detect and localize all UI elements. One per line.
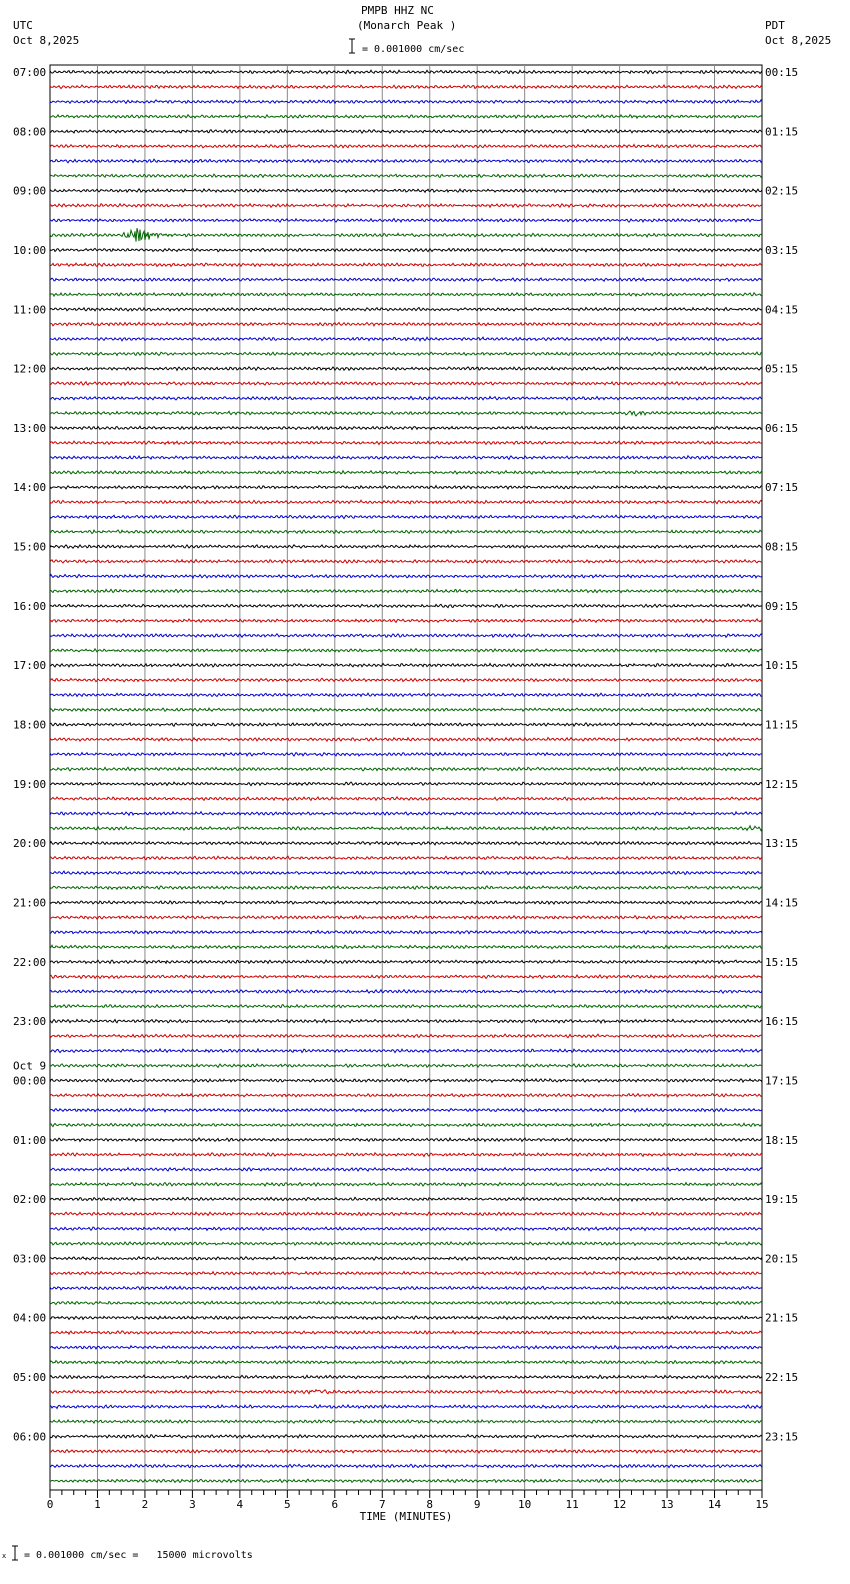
- seismic-trace: [50, 1138, 762, 1142]
- left-hour-label: 00:00: [13, 1074, 47, 1088]
- seismic-trace: [50, 1272, 762, 1275]
- seismic-trace: [50, 1049, 762, 1053]
- right-hour-label: 08:15: [765, 540, 799, 554]
- seismic-trace: [50, 219, 762, 223]
- x-tick-label: 0: [46, 1498, 54, 1511]
- seismic-trace: [50, 812, 762, 816]
- seismic-trace: [50, 322, 762, 326]
- seismic-trace: [50, 159, 762, 163]
- seismic-trace: [50, 308, 762, 311]
- seismic-trace: [50, 189, 762, 193]
- left-hour-label: 21:00: [13, 896, 47, 910]
- left-hour-label: 20:00: [13, 837, 47, 851]
- left-hour-label: 09:00: [13, 184, 47, 198]
- seismic-trace: [50, 1301, 762, 1304]
- left-hour-label: 22:00: [13, 955, 47, 969]
- seismic-trace: [50, 130, 762, 134]
- x-tick-label: 11: [565, 1498, 579, 1511]
- x-tick-label: 6: [331, 1498, 339, 1511]
- seismic-trace: [50, 530, 762, 534]
- x-tick-label: 1: [94, 1498, 101, 1511]
- seismic-trace: [50, 1420, 762, 1423]
- seismic-trace: [50, 396, 762, 400]
- seismic-trace: [50, 115, 762, 119]
- seismic-trace: [50, 411, 762, 416]
- x-tick-label: 13: [660, 1498, 674, 1511]
- right-hour-label: 11:15: [765, 718, 799, 732]
- seismic-trace: [50, 1108, 762, 1111]
- right-hour-label: 04:15: [765, 303, 799, 317]
- seismic-trace: [50, 500, 762, 504]
- seismic-trace: [50, 382, 762, 385]
- seismic-trace: [50, 693, 762, 697]
- x-tick-label: 5: [284, 1498, 291, 1511]
- right-hour-label: 23:15: [765, 1430, 799, 1444]
- seismic-trace: [50, 352, 762, 355]
- seismic-trace: [50, 826, 762, 831]
- seismic-trace: [50, 560, 762, 564]
- seismic-trace: [50, 1257, 762, 1260]
- seismic-trace: [50, 70, 762, 74]
- x-tick-label: 15: [755, 1498, 769, 1511]
- right-hour-label: 05:15: [765, 362, 799, 376]
- left-hour-label: 11:00: [13, 303, 47, 317]
- seismic-trace: [50, 960, 762, 964]
- seismic-trace: [50, 634, 762, 638]
- seismic-trace: [50, 1242, 762, 1246]
- right-hour-label: 22:15: [765, 1371, 799, 1385]
- right-hour-label: 14:15: [765, 896, 799, 910]
- seismic-trace: [50, 1286, 762, 1290]
- seismic-trace: [50, 515, 762, 518]
- seismic-trace: [50, 263, 762, 266]
- right-hour-label: 07:15: [765, 481, 799, 495]
- left-hour-label: 15:00: [13, 540, 47, 554]
- seismic-trace: [50, 174, 762, 177]
- svg-text:x: x: [2, 1552, 7, 1560]
- seismic-trace: [50, 723, 762, 726]
- right-hour-label: 13:15: [765, 837, 799, 851]
- seismic-trace: [50, 1346, 762, 1350]
- x-tick-label: 3: [189, 1498, 196, 1511]
- seismic-trace: [50, 1375, 762, 1379]
- scale-label: = 0.001000 cm/sec: [362, 44, 465, 55]
- seismic-trace: [50, 1361, 762, 1364]
- seismic-trace: [50, 678, 762, 682]
- right-hour-label: 09:15: [765, 599, 799, 613]
- seismic-trace: [50, 248, 762, 251]
- left-hour-label: 23:00: [13, 1015, 47, 1029]
- seismic-trace: [50, 1019, 762, 1023]
- seismic-trace: [50, 1390, 762, 1394]
- seismic-trace: [50, 871, 762, 874]
- left-hour-label: 07:00: [13, 66, 47, 79]
- right-hour-label: 20:15: [765, 1252, 799, 1266]
- seismic-trace: [50, 1464, 762, 1467]
- seismic-trace: [50, 945, 762, 948]
- right-hour-label: 01:15: [765, 125, 799, 139]
- seismic-trace: [50, 1123, 762, 1126]
- seismic-trace: [50, 1064, 762, 1068]
- right-hour-label: 02:15: [765, 184, 799, 198]
- right-hour-label: 21:15: [765, 1311, 799, 1325]
- seismic-trace: [50, 1479, 762, 1482]
- x-tick-label: 10: [518, 1498, 532, 1511]
- seismic-trace: [50, 426, 762, 429]
- seismic-trace: [50, 1227, 762, 1230]
- left-hour-label: 19:00: [13, 777, 47, 791]
- seismic-trace: [50, 1316, 762, 1320]
- seismic-trace: [50, 471, 762, 475]
- right-date: Oct 8,2025: [765, 34, 832, 47]
- seismic-trace: [50, 204, 762, 208]
- seismic-trace: [50, 1005, 762, 1008]
- seismic-trace: [50, 1183, 762, 1187]
- seismic-trace: [50, 441, 762, 445]
- seismic-trace: [50, 228, 762, 241]
- seismic-trace: [50, 1212, 762, 1215]
- seismic-trace: [50, 486, 762, 489]
- left-hour-label: 05:00: [13, 1371, 47, 1385]
- left-time-zone: UTC: [13, 19, 33, 32]
- seismic-trace: [50, 619, 762, 623]
- seismic-trace: [50, 782, 762, 786]
- seismic-trace: [50, 916, 762, 919]
- left-date: Oct 8,2025: [13, 34, 80, 47]
- x-tick-label: 12: [612, 1498, 627, 1511]
- seismic-trace: [50, 1079, 762, 1082]
- x-tick-label: 7: [378, 1498, 386, 1511]
- seismic-trace: [50, 649, 762, 652]
- seismic-trace: [50, 930, 762, 934]
- seismic-trace: [50, 886, 762, 890]
- seismic-trace: [50, 901, 762, 904]
- seismic-trace: [50, 1331, 762, 1334]
- right-hour-label: 06:15: [765, 421, 799, 435]
- x-tick-label: 9: [473, 1498, 481, 1511]
- date-change-label: Oct 9: [13, 1059, 47, 1073]
- seismic-trace: [50, 456, 762, 460]
- right-hour-label: 03:15: [765, 243, 799, 257]
- right-hour-label: 17:15: [765, 1074, 799, 1088]
- seismic-trace: [50, 738, 762, 742]
- left-hour-label: 12:00: [13, 362, 47, 376]
- seismic-trace: [50, 85, 762, 89]
- right-hour-label: 12:15: [765, 777, 799, 791]
- seismic-trace: [50, 1094, 762, 1097]
- seismic-trace: [50, 545, 762, 548]
- left-hour-label: 04:00: [13, 1311, 47, 1325]
- seismic-trace: [50, 797, 762, 800]
- footer-scale-note: = 0.001000 cm/sec = 15000 microvolts: [24, 1550, 253, 1561]
- seismic-trace: [50, 604, 762, 608]
- x-tick-label: 4: [236, 1498, 244, 1511]
- seismic-trace: [50, 663, 762, 667]
- right-hour-label: 10:15: [765, 659, 799, 673]
- left-hour-label: 18:00: [13, 718, 47, 732]
- right-hour-label: 19:15: [765, 1193, 799, 1207]
- seismic-trace: [50, 144, 762, 147]
- seismic-trace: [50, 1197, 762, 1200]
- seismic-trace: [50, 278, 762, 281]
- seismic-trace: [50, 367, 762, 371]
- seismic-trace: [50, 767, 762, 771]
- right-hour-label: 15:15: [765, 955, 799, 969]
- left-hour-label: 14:00: [13, 481, 47, 495]
- left-hour-label: 10:00: [13, 243, 47, 257]
- seismic-trace: [50, 1449, 762, 1452]
- seismic-trace: [50, 841, 762, 845]
- seismic-trace: [50, 1153, 762, 1157]
- right-hour-label: 16:15: [765, 1015, 799, 1029]
- x-tick-label: 14: [707, 1498, 722, 1511]
- right-hour-label: 00:15: [765, 66, 799, 79]
- seismic-trace: [50, 293, 762, 296]
- seismic-trace: [50, 856, 762, 860]
- left-hour-label: 08:00: [13, 125, 47, 139]
- x-tick-label: 8: [426, 1498, 434, 1511]
- right-hour-label: 18:15: [765, 1133, 799, 1147]
- footer-scale-bar-icon: [2, 1545, 20, 1561]
- seismic-trace: [50, 589, 762, 592]
- seismic-trace: [50, 100, 762, 104]
- station-location: (Monarch Peak ): [357, 19, 457, 32]
- seismic-trace: [50, 975, 762, 979]
- left-hour-label: 13:00: [13, 421, 47, 435]
- left-hour-label: 06:00: [13, 1430, 47, 1444]
- left-hour-label: 03:00: [13, 1252, 47, 1266]
- seismic-trace: [50, 574, 762, 578]
- seismic-trace: [50, 1435, 762, 1439]
- left-hour-label: 16:00: [13, 599, 47, 613]
- station-title: PMPB HHZ NC: [361, 4, 434, 17]
- seismic-trace: [50, 337, 762, 341]
- seismic-trace: [50, 990, 762, 994]
- x-tick-label: 2: [141, 1498, 149, 1511]
- x-axis-label: TIME (MINUTES): [359, 1510, 453, 1523]
- left-hour-label: 02:00: [13, 1193, 47, 1207]
- seismic-trace: [50, 1034, 762, 1038]
- left-hour-label: 17:00: [13, 659, 47, 673]
- seismic-trace: [50, 1168, 762, 1171]
- right-time-zone: PDT: [765, 19, 785, 32]
- seismic-trace: [50, 753, 762, 756]
- seismic-trace: [50, 1405, 762, 1409]
- seismic-trace: [50, 708, 762, 711]
- left-hour-label: 01:00: [13, 1133, 47, 1147]
